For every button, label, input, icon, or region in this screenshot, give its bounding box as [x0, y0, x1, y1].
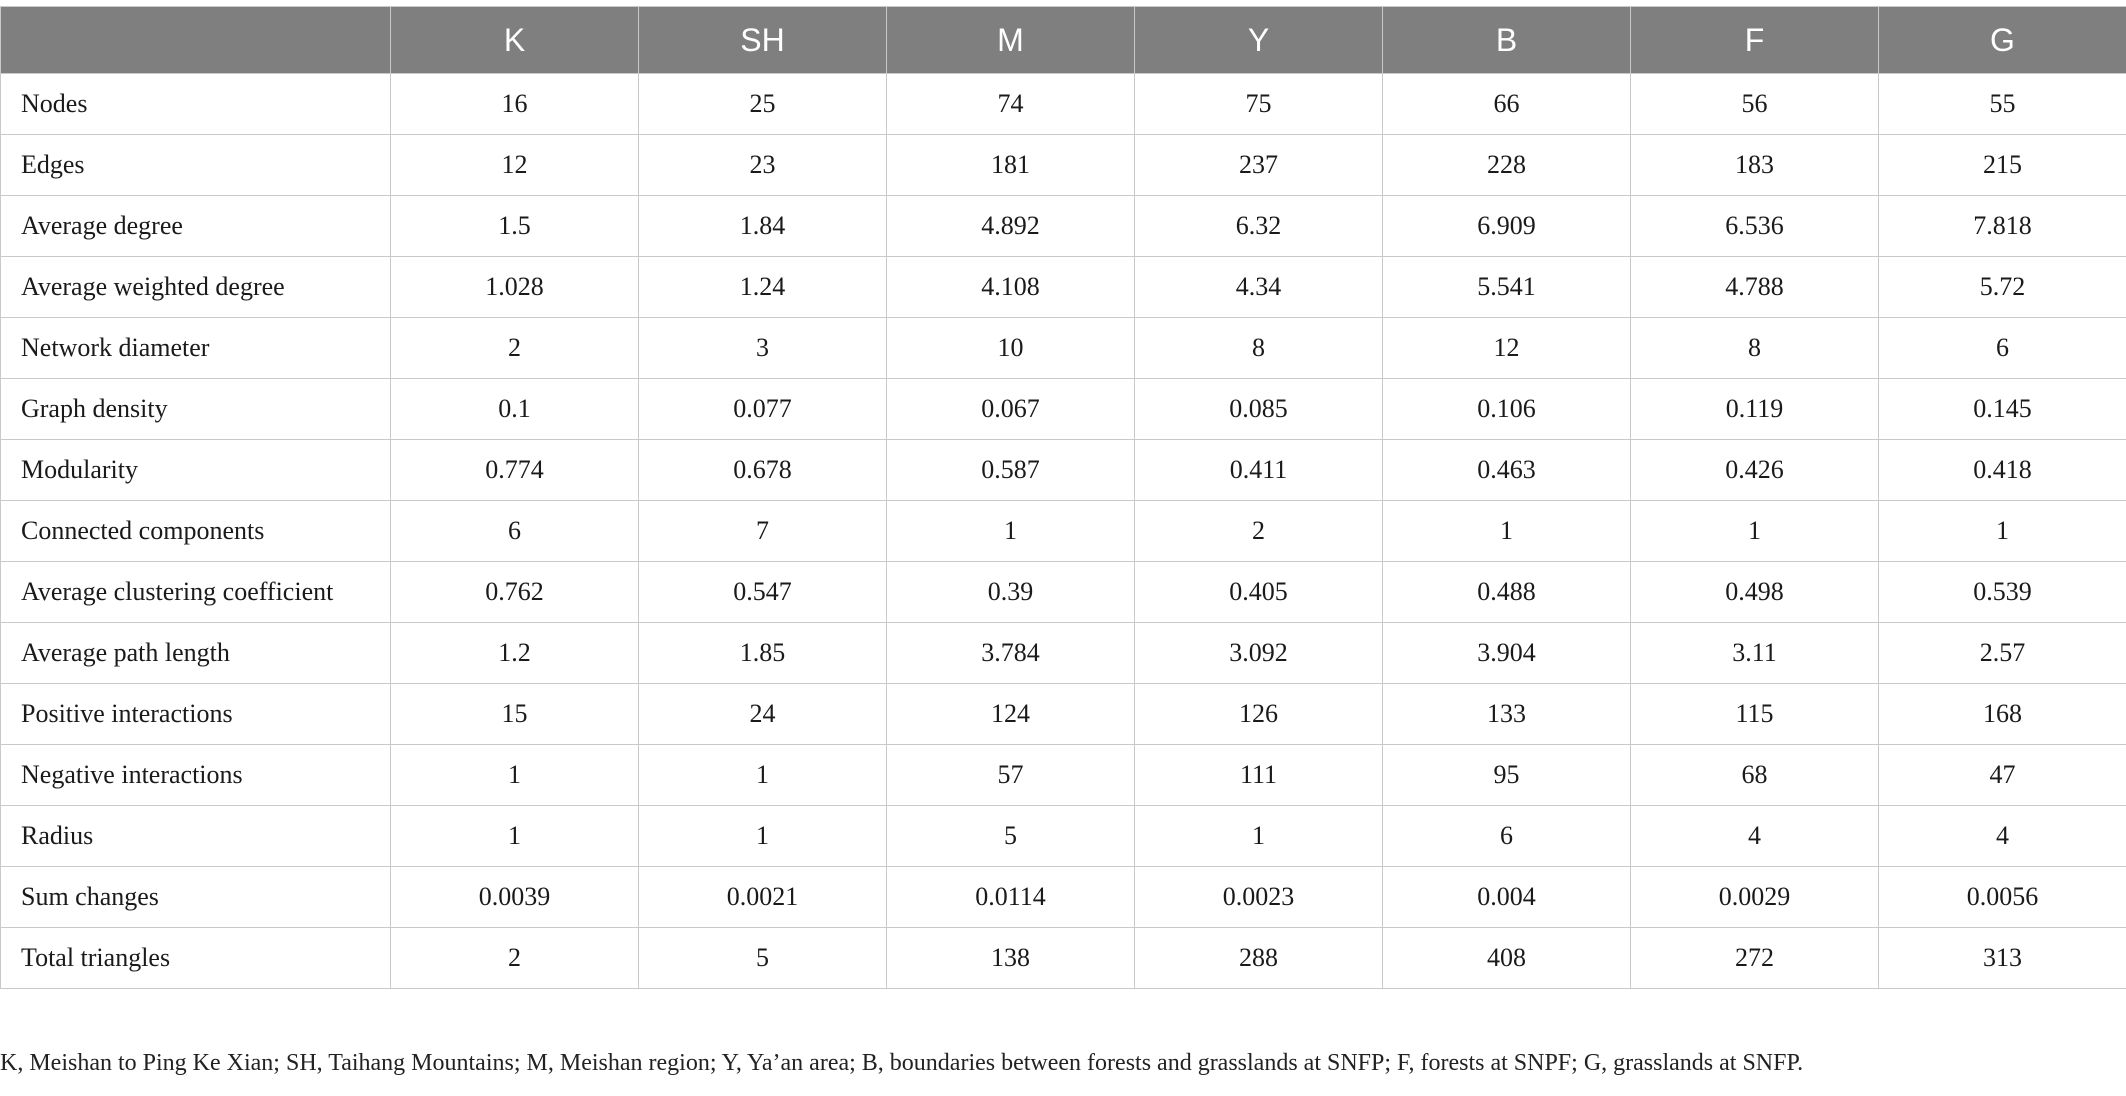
row-label: Modularity	[1, 440, 391, 501]
table-cell: 1	[391, 806, 639, 867]
table-cell: 115	[1631, 684, 1879, 745]
table-row	[1, 440, 2126, 501]
table-cell: 57	[887, 745, 1135, 806]
table-cell: 5.72	[1879, 257, 2126, 318]
header-cell-k: K	[391, 7, 639, 74]
table-row	[1, 806, 2126, 867]
row-label: Average degree	[1, 196, 391, 257]
table-cell: 1	[1631, 501, 1879, 562]
table-cell: 2	[391, 928, 639, 989]
row-label: Connected components	[1, 501, 391, 562]
table-cell: 6.909	[1383, 196, 1631, 257]
table-cell: 168	[1879, 684, 2126, 745]
table-row	[1, 318, 2126, 379]
table-cell: 3	[639, 318, 887, 379]
network-properties-table	[0, 6, 2126, 989]
table-cell: 55	[1879, 74, 2126, 135]
table-row	[1, 867, 2126, 928]
row-label: Radius	[1, 806, 391, 867]
table-cell: 1.84	[639, 196, 887, 257]
table-row	[1, 196, 2126, 257]
table-cell: 7.818	[1879, 196, 2126, 257]
table-cell: 8	[1135, 318, 1383, 379]
table-cell: 1	[887, 501, 1135, 562]
table-cell: 75	[1135, 74, 1383, 135]
table-body	[1, 74, 2126, 989]
table-cell: 12	[391, 135, 639, 196]
table-cell: 25	[639, 74, 887, 135]
table-cell: 47	[1879, 745, 2126, 806]
header-cell-blank	[1, 7, 391, 74]
table-cell: 0.0021	[639, 867, 887, 928]
table-cell: 4.34	[1135, 257, 1383, 318]
table-cell: 15	[391, 684, 639, 745]
table-row	[1, 74, 2126, 135]
table-footnote: K, Meishan to Ping Ke Xian; SH, Taihang Mountains; M, Meishan region; Y, Ya’an area; B, boundaries between forests and grasslands at SNFP; F, forests at SNPF; G, grasslands at SNFP.	[0, 1050, 1804, 1076]
table-cell: 133	[1383, 684, 1631, 745]
table-cell: 138	[887, 928, 1135, 989]
table-cell: 68	[1631, 745, 1879, 806]
table-cell: 0.762	[391, 562, 639, 623]
table-cell: 313	[1879, 928, 2126, 989]
table-cell: 23	[639, 135, 887, 196]
table-cell: 124	[887, 684, 1135, 745]
table-cell: 4	[1631, 806, 1879, 867]
table-cell: 228	[1383, 135, 1631, 196]
table-cell: 0.678	[639, 440, 887, 501]
table-cell: 0.539	[1879, 562, 2126, 623]
table-cell: 0.106	[1383, 379, 1631, 440]
table-cell: 0.085	[1135, 379, 1383, 440]
table-cell: 111	[1135, 745, 1383, 806]
row-label: Network diameter	[1, 318, 391, 379]
table-cell: 3.11	[1631, 623, 1879, 684]
table-cell: 3.904	[1383, 623, 1631, 684]
table-cell: 10	[887, 318, 1135, 379]
table-cell: 0.119	[1631, 379, 1879, 440]
row-label: Total triangles	[1, 928, 391, 989]
table-cell: 0.547	[639, 562, 887, 623]
table-cell: 12	[1383, 318, 1631, 379]
table-cell: 5.541	[1383, 257, 1631, 318]
table-cell: 183	[1631, 135, 1879, 196]
table-row	[1, 501, 2126, 562]
table-row	[1, 684, 2126, 745]
table-cell: 0.0029	[1631, 867, 1879, 928]
table-cell: 3.092	[1135, 623, 1383, 684]
table-cell: 74	[887, 74, 1135, 135]
table-cell: 237	[1135, 135, 1383, 196]
table-cell: 95	[1383, 745, 1631, 806]
table-cell: 16	[391, 74, 639, 135]
table-cell: 0.39	[887, 562, 1135, 623]
header-cell-g: G	[1879, 7, 2126, 74]
table-cell: 1.85	[639, 623, 887, 684]
table-cell: 408	[1383, 928, 1631, 989]
table-cell: 0.077	[639, 379, 887, 440]
table-cell: 1	[1383, 501, 1631, 562]
table-cell: 2	[391, 318, 639, 379]
table-cell: 3.784	[887, 623, 1135, 684]
row-label: Positive interactions	[1, 684, 391, 745]
table-cell: 0.004	[1383, 867, 1631, 928]
table-cell: 0.774	[391, 440, 639, 501]
table-cell: 0.1	[391, 379, 639, 440]
table-cell: 6	[1383, 806, 1631, 867]
table-cell: 66	[1383, 74, 1631, 135]
table-cell: 0.587	[887, 440, 1135, 501]
row-label: Negative interactions	[1, 745, 391, 806]
table-cell: 6.536	[1631, 196, 1879, 257]
header-cell-f: F	[1631, 7, 1879, 74]
table-cell: 56	[1631, 74, 1879, 135]
table-cell: 4.892	[887, 196, 1135, 257]
header-cell-sh: SH	[639, 7, 887, 74]
table-cell: 0.405	[1135, 562, 1383, 623]
table-cell: 1.5	[391, 196, 639, 257]
row-label: Average weighted degree	[1, 257, 391, 318]
table-row	[1, 257, 2126, 318]
table-cell: 1.2	[391, 623, 639, 684]
table-cell: 6	[391, 501, 639, 562]
table-cell: 215	[1879, 135, 2126, 196]
table-cell: 0.0039	[391, 867, 639, 928]
row-label: Sum changes	[1, 867, 391, 928]
table-row	[1, 379, 2126, 440]
table-cell: 0.463	[1383, 440, 1631, 501]
table-row	[1, 562, 2126, 623]
table-cell: 0.418	[1879, 440, 2126, 501]
table-cell: 2	[1135, 501, 1383, 562]
table-cell: 5	[639, 928, 887, 989]
table-cell: 1	[639, 745, 887, 806]
table-cell: 1.24	[639, 257, 887, 318]
table-row	[1, 135, 2126, 196]
table-row	[1, 928, 2126, 989]
table-cell: 0.0114	[887, 867, 1135, 928]
table-cell: 126	[1135, 684, 1383, 745]
table-cell: 1.028	[391, 257, 639, 318]
row-label: Average clustering coefficient	[1, 562, 391, 623]
table-row	[1, 623, 2126, 684]
header-cell-b: B	[1383, 7, 1631, 74]
table-cell: 1	[1879, 501, 2126, 562]
header-row	[1, 7, 2126, 74]
table-cell: 0.0056	[1879, 867, 2126, 928]
table-cell: 288	[1135, 928, 1383, 989]
table-row	[1, 745, 2126, 806]
table-header	[1, 7, 2126, 74]
network-properties-table-wrap	[0, 6, 2126, 989]
table-cell: 1	[639, 806, 887, 867]
table-cell: 4.788	[1631, 257, 1879, 318]
row-label: Edges	[1, 135, 391, 196]
table-cell: 7	[639, 501, 887, 562]
table-cell: 0.067	[887, 379, 1135, 440]
table-cell: 0.488	[1383, 562, 1631, 623]
table-cell: 6.32	[1135, 196, 1383, 257]
table-cell: 181	[887, 135, 1135, 196]
row-label: Nodes	[1, 74, 391, 135]
table-cell: 272	[1631, 928, 1879, 989]
table-cell: 5	[887, 806, 1135, 867]
table-cell: 24	[639, 684, 887, 745]
table-cell: 0.498	[1631, 562, 1879, 623]
header-cell-m: M	[887, 7, 1135, 74]
table-cell: 0.426	[1631, 440, 1879, 501]
row-label: Average path length	[1, 623, 391, 684]
table-cell: 8	[1631, 318, 1879, 379]
table-cell: 0.411	[1135, 440, 1383, 501]
table-cell: 4.108	[887, 257, 1135, 318]
table-cell: 0.0023	[1135, 867, 1383, 928]
row-label: Graph density	[1, 379, 391, 440]
table-cell: 6	[1879, 318, 2126, 379]
table-cell: 1	[391, 745, 639, 806]
table-cell: 0.145	[1879, 379, 2126, 440]
table-cell: 2.57	[1879, 623, 2126, 684]
table-cell: 4	[1879, 806, 2126, 867]
table-cell: 1	[1135, 806, 1383, 867]
header-cell-y: Y	[1135, 7, 1383, 74]
